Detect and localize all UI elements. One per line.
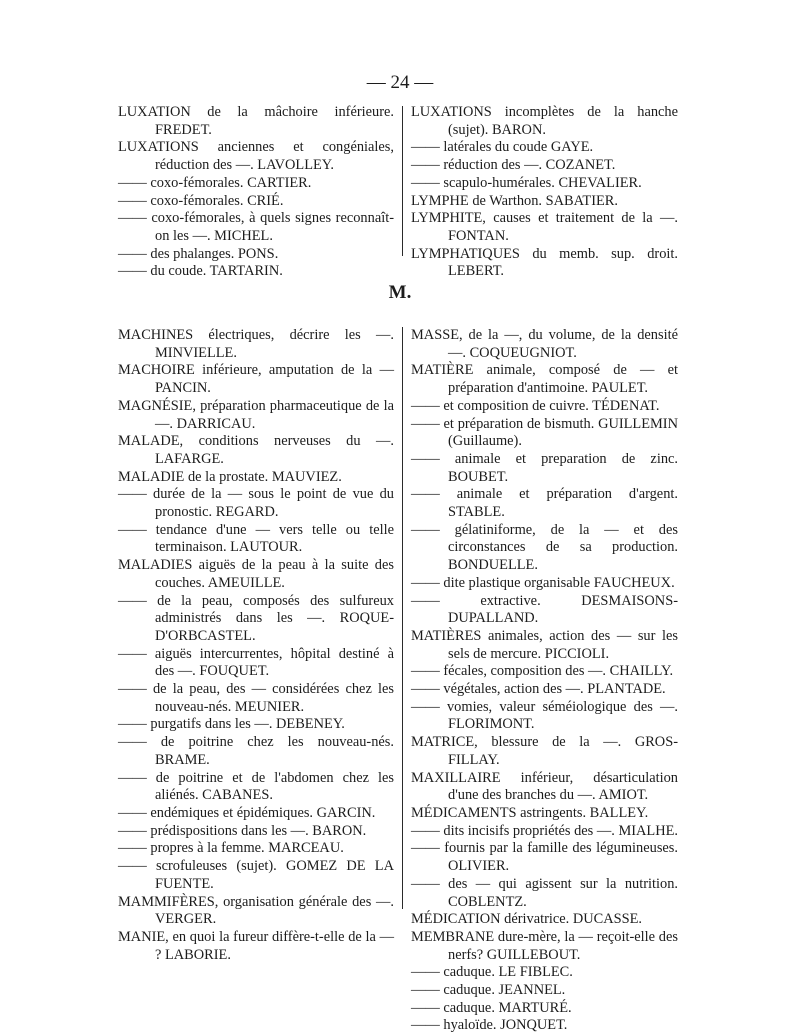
bottom-left-column — [118, 327, 394, 964]
index-entry: —— endémiques et épidémiques. GARCIN. — [118, 804, 376, 821]
index-entry: MALADIE de la prostate. MAUVIEZ. — [118, 468, 342, 485]
index-entry: —— de poitrine chez les nouveau-nés. BRAME. — [118, 734, 394, 768]
index-entry: —— et préparation de bismuth. GUILLEMIN (Guillaume). — [411, 415, 678, 450]
index-entry: —— coxo-fémorales, à quels signes reconnaît-on les —. MICHEL. — [118, 210, 394, 244]
page-number: — 24 — — [366, 72, 434, 93]
column-divider — [402, 327, 403, 909]
index-entry: LUXATIONS incomplètes de la hanche (sujet). BARON. — [411, 104, 678, 138]
index-entry: —— purgatifs dans les —. DEBENEY. — [118, 716, 345, 733]
index-entry: —— scapulo-humérales. CHEVALIER. — [411, 174, 642, 191]
index-entry: —— vomies, valeur séméiologique des —. FLORIMONT. — [411, 698, 678, 733]
index-entry: MEMBRANE dure-mère, la — reçoit-elle des nerfs? GUILLEBOUT. — [411, 928, 678, 963]
index-entry: —— du coude. TARTARIN. — [118, 263, 283, 280]
index-entry: —— caduque. MARTURÉ. — [411, 999, 572, 1016]
index-entry: —— des phalanges. PONS. — [118, 245, 279, 262]
index-entry: —— de poitrine et de l'abdomen chez les aliénés. CABANES. — [118, 769, 394, 804]
index-entry: —— durée de la — sous le point de vue du pronostic. REGARD. — [118, 486, 394, 521]
index-entry: —— coxo-fémorales. CARTIER. — [118, 174, 312, 191]
index-entry: —— scrofuleuses (sujet). GOMEZ DE LA FUENTE. — [118, 858, 394, 892]
index-entry: —— extractive. DESMAISONS-DUPALLAND. — [411, 592, 678, 627]
index-entry: —— dits incisifs propriétés des —. MIALHE. — [411, 822, 678, 839]
index-entry: MALADE, conditions nerveuses du —. LAFARGE. — [118, 433, 394, 467]
index-entry: —— dite plastique organisable FAUCHEUX. — [411, 574, 675, 591]
section-letter: M. — [388, 282, 412, 303]
index-entry: LYMPHE de Warthon. SABATIER. — [411, 192, 618, 209]
index-entry: MACHINES électriques, décrire les —. MINVIELLE. — [118, 327, 394, 361]
index-entry: —— fécales, composition des —. CHAILLY. — [411, 663, 674, 680]
index-entry: MÉDICAMENTS astringents. BALLEY. — [411, 804, 649, 821]
index-entry: MACHOIRE inférieure, amputation de la — PANCIN. — [118, 362, 394, 397]
index-entry: LYMPHATIQUES du memb. sup. droit. LEBERT. — [411, 245, 678, 280]
index-entry: MAMMIFÈRES, organisation générale des —. VERGER. — [118, 893, 394, 928]
index-entry: —— tendance d'une — vers telle ou telle terminaison. LAUTOUR. — [118, 521, 394, 556]
index-entry: MANIE, en quoi la fureur diffère-t-elle de la — ? LABORIE. — [118, 928, 394, 963]
index-entry: MASSE, de la —, du volume, de la densité —. COQUEUGNIOT. — [411, 327, 678, 361]
index-entry: LUXATION de la mâchoire inférieure. FREDET. — [118, 104, 394, 138]
index-entry: MAGNÉSIE, préparation pharmaceutique de la —. DARRICAU. — [118, 397, 394, 432]
index-entry: —— fournis par la famille des légumineuses. OLIVIER. — [411, 840, 678, 875]
index-entry: —— réduction des —. COZANET. — [411, 157, 616, 174]
index-entry: —— aiguës intercurrentes, hôpital destiné à des —. FOUQUET. — [118, 645, 394, 680]
index-entry: —— coxo-fémorales. CRIÉ. — [118, 192, 284, 209]
index-entry: MATIÈRES animales, action des — sur les sels de mercure. PICCIOLI. — [411, 627, 678, 662]
index-entry: —— et composition de cuivre. TÉDENAT. — [411, 397, 660, 414]
index-entry: —— propres à la femme. MARCEAU. — [118, 840, 344, 857]
index-entry: —— des — qui agissent sur la nutrition. COBLENTZ. — [411, 875, 678, 910]
index-entry: LYMPHITE, causes et traitement de la —. FONTAN. — [411, 210, 678, 244]
index-entry: —— caduque. JEANNEL. — [411, 982, 566, 999]
bottom-right-column — [411, 327, 678, 1035]
index-entry: —— animale et préparation d'argent. STABLE. — [411, 486, 678, 521]
index-entry: —— de la peau, des — considérées chez les nouveau-nés. MEUNIER. — [118, 681, 394, 715]
top-right-column — [411, 104, 678, 281]
index-entry: —— gélatiniforme, de la — et des circonstances de sa production. BONDUELLE. — [411, 521, 678, 574]
index-entry: —— hyaloïde. JONQUET. — [411, 1017, 568, 1034]
index-entry: —— prédispositions dans les —. BARON. — [118, 822, 367, 839]
index-entry: MALADIES aiguës de la peau à la suite des couches. AMEUILLE. — [118, 557, 394, 591]
index-entry: LUXATIONS anciennes et congéniales, réduction des —. LAVOLLEY. — [118, 139, 394, 174]
top-left-column — [118, 104, 394, 281]
index-entry: MAXILLAIRE inférieur, désarticulation d'une des branches du —. AMIOT. — [411, 769, 678, 804]
index-entry: —— latérales du coude GAYE. — [411, 139, 594, 156]
index-entry: —— de la peau, composés des sulfureux administrés dans les —. ROQUE-D'ORBCASTEL. — [118, 592, 394, 644]
index-entry: MÉDICATION dérivatrice. DUCASSE. — [411, 911, 643, 928]
index-entry: MATIÈRE animale, composé de — et préparation d'antimoine. PAULET. — [411, 362, 678, 397]
index-entry: —— caduque. LE FIBLEC. — [411, 964, 573, 981]
index-entry: —— animale et preparation de zinc. BOUBET. — [411, 450, 678, 485]
index-entry: —— végétales, action des —. PLANTADE. — [411, 681, 666, 698]
column-divider — [402, 106, 403, 256]
index-entry: MATRICE, blessure de la —. GROS-FILLAY. — [411, 734, 678, 768]
